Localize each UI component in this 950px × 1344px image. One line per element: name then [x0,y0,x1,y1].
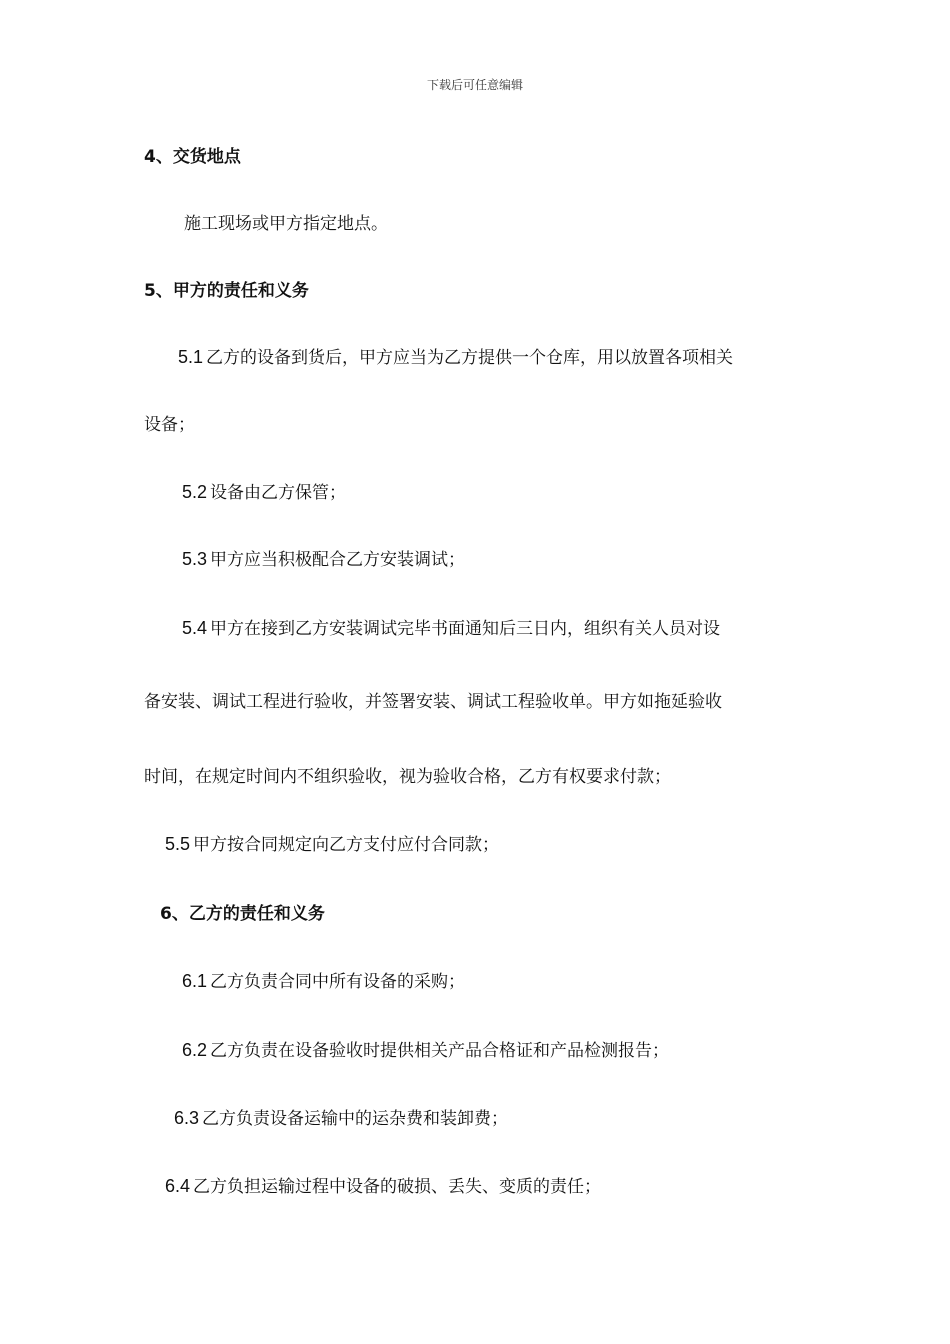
clause-6-1 [182,970,465,993]
section-heading-party-b-duties: 6、乙方的责任和义务 [160,904,325,924]
clause-5-1 [178,346,733,369]
clause-text: 乙方负责设备运输中的运杂费和装卸费； [202,1109,509,1129]
clause-5-4 [182,617,720,640]
clause-text: 甲方在接到乙方安装调试完毕书面通知后三日内，组织有关人员对设 [210,619,721,639]
clause-text: 甲方按合同规定向乙方支付应付合同款； [193,835,500,855]
clause-6-4 [165,1175,601,1198]
clause-5-4-continued-2: 时间，在规定时间内不组织验收，视为验收合格，乙方有权要求付款； [144,767,671,787]
clause-number: 6.2 [182,1040,208,1060]
clause-text: 设备由乙方保管； [210,483,347,503]
section-heading-party-a-duties: 5、甲方的责任和义务 [144,281,309,301]
page-header: 下载后可任意编辑 [426,78,523,92]
section-heading-delivery-location: 4、交货地点 [144,147,241,167]
clause-number: 6.1 [182,971,208,991]
clause-text: 乙方的设备到货后，甲方应当为乙方提供一个仓库，用以放置各项相关 [206,348,734,368]
clause-number: 5.3 [182,549,208,569]
clause-6-3 [174,1107,508,1130]
clause-5-4-continued: 备安装、调试工程进行验收，并签署安装、调试工程验收单。甲方如拖延验收 [144,692,722,712]
clause-text: 乙方负担运输过程中设备的破损、丢失、变质的责任； [193,1177,602,1197]
clause-text: 甲方应当积极配合乙方安装调试； [210,550,466,570]
clause-number: 5.2 [182,482,208,502]
clause-number: 6.4 [165,1176,191,1196]
clause-5-2 [182,481,346,504]
clause-number: 6.3 [174,1108,200,1128]
clause-5-1-continued: 设备； [144,415,195,435]
clause-text: 乙方负责在设备验收时提供相关产品合格证和产品检测报告； [210,1041,670,1061]
clause-number: 5.4 [182,618,208,638]
clause-5-5 [165,833,499,856]
section-body-delivery-location: 施工现场或甲方指定地点。 [184,214,388,234]
clause-6-2 [182,1039,669,1062]
clause-text: 乙方负责合同中所有设备的采购； [210,972,466,992]
clause-number: 5.5 [165,834,191,854]
clause-number: 5.1 [178,347,204,367]
clause-5-3 [182,548,465,571]
